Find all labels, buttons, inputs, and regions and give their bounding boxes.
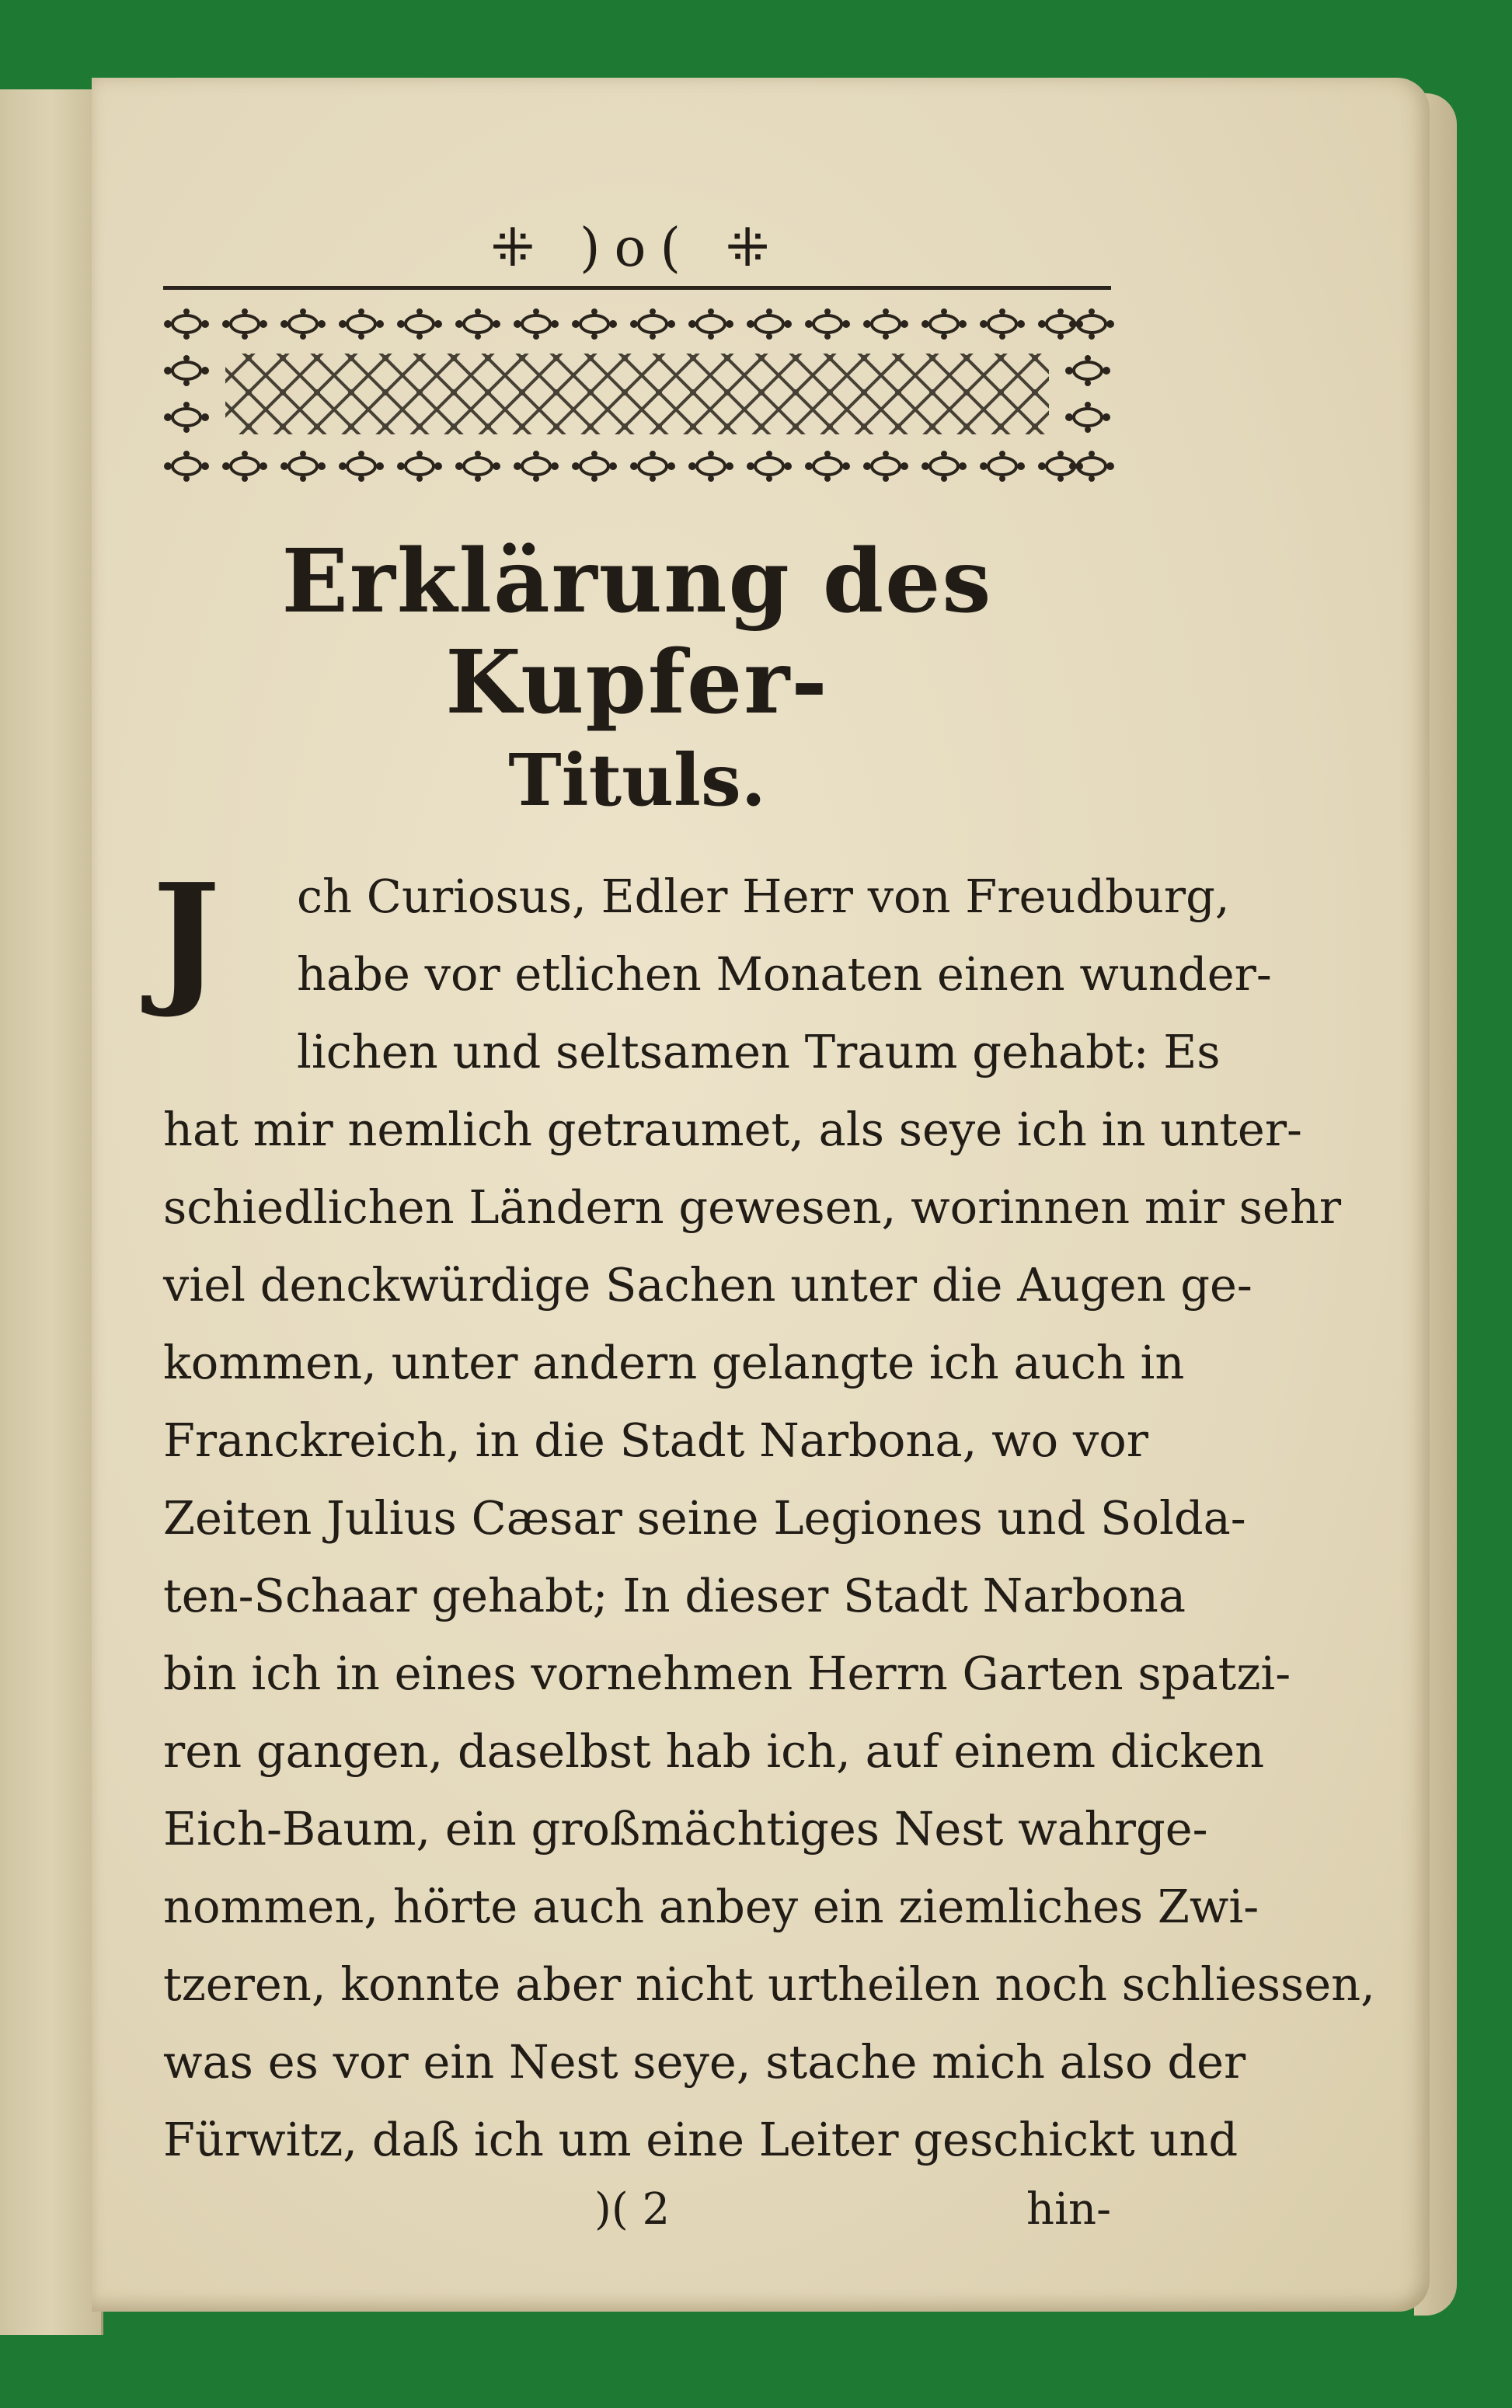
text-line: viel denckwürdige Sachen unter die Augen ge- — [163, 1258, 1252, 1312]
text-line: ten-Schaar gehabt; In dieser Stadt Narbona — [163, 1569, 1186, 1622]
text-line: was es vor ein Nest seye, stache mich also der — [163, 2035, 1246, 2089]
chapter-title: Erklärung des Kupfer- — [281, 531, 993, 734]
text-line: ren gangen, daselbst hab ich, auf einem dicken — [163, 1724, 1265, 1778]
text-line: kommen, unter andern gelangte ich auch in — [163, 1336, 1185, 1389]
drop-cap: J — [152, 852, 221, 1021]
text-line: lichen und seltsamen Traum gehabt: Es — [297, 1025, 1221, 1079]
page-footer — [163, 2179, 1111, 2241]
ornament-bottom-row — [164, 451, 1114, 482]
text-line: hat mir nemlich getraumet, als seye ich in unter- — [163, 1103, 1302, 1156]
text-line: schiedlichen Ländern gewesen, worinnen mir sehr — [163, 1180, 1342, 1234]
text-line: nommen, hörte auch anbey ein ziemliches Zwi- — [163, 1880, 1259, 1933]
text-line: habe vor etlichen Monaten einen wunder- — [297, 947, 1272, 1001]
page-content — [152, 218, 1375, 2241]
ornament-top-row — [164, 308, 1114, 340]
text-line: Eich-Baum, ein großmächtiges Nest wahrge- — [163, 1802, 1208, 1856]
text-line: tzeren, konnte aber nicht urtheilen noch schliessen, — [163, 1957, 1375, 2011]
text-line: Franckreich, in die Stadt Narbona, wo vor — [163, 1413, 1148, 1467]
text-line: bin ich in eines vornehmen Herrn Garten spatzi- — [163, 1647, 1291, 1700]
text-line: ch Curiosus, Edler Herr von Freudburg, — [297, 869, 1230, 923]
text-line: Zeiten Julius Cæsar seine Legiones und Solda- — [163, 1491, 1246, 1545]
running-head: ⁜ )o( ⁜ — [490, 218, 784, 279]
body-text — [152, 852, 1375, 2179]
chapter-title-continued: Tituls. — [508, 738, 766, 822]
text-line: Fürwitz, daß ich um eine Leiter geschickt und — [163, 2113, 1239, 2166]
signature-mark: )( 2 — [594, 2184, 671, 2235]
decorative-ornament-band — [163, 307, 1111, 486]
catchword: hin- — [1026, 2184, 1111, 2235]
facing-page-edge — [0, 89, 103, 2335]
header-rule — [163, 286, 1111, 290]
